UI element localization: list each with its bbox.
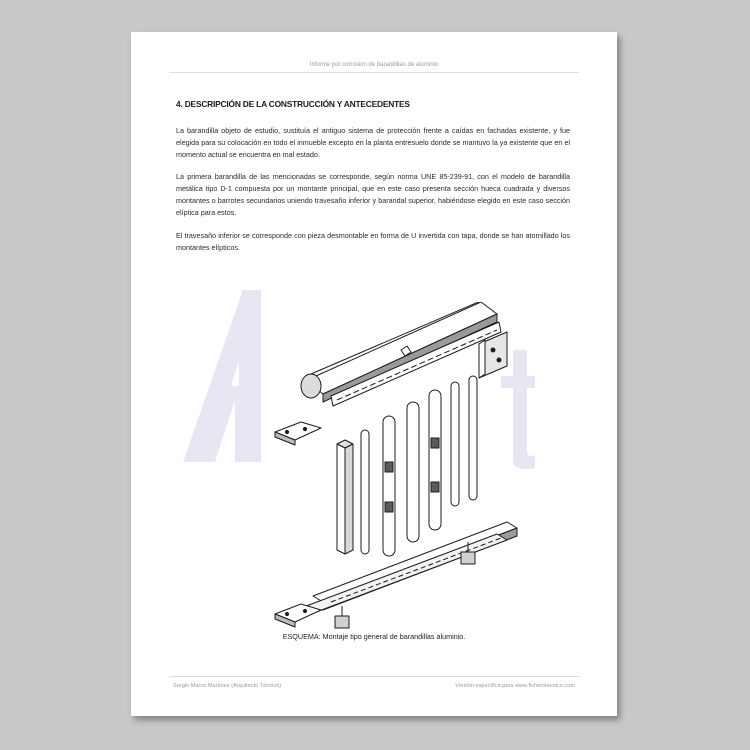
- footer-version: Versión específica para www.ficherotecnico.com: [455, 683, 575, 689]
- footer-divider: [169, 676, 579, 677]
- document-page: [131, 32, 617, 716]
- lower-angle-plate: [275, 604, 321, 627]
- railing-assembly-diagram: [261, 302, 541, 632]
- footer-author: Sergio Marco Martínez (Arquitecto Técnico): [173, 683, 282, 689]
- header-divider: [169, 72, 579, 73]
- running-header: Informe por corrosión de barandillas de aluminio: [309, 62, 439, 68]
- section-title: 4. DESCRIPCIÓN DE LA CONSTRUCCIÓN Y ANTECEDENTES: [176, 99, 410, 109]
- figure-caption: ESQUEMA: Montaje tipo general de barandillas aluminio.: [282, 632, 466, 641]
- upper-angle-plate: [275, 422, 321, 445]
- paragraph-3: El travesaño inferior se corresponde con pieza desmontable en forma de U invertida con tapa, donde se han atornillado los montantes elípticos.: [176, 231, 570, 252]
- square-post: [337, 440, 353, 554]
- paragraph-1: La barandilla objeto de estudio, sustituía el antiguo sistema de protección frente a caídas en fachadas existente, y fue elegida para su colocación en todo el inmueble excepto en la planta entresuelo donde se mantuvo la ya existente que en el momento actual se encuentra en mal estado.: [176, 126, 570, 159]
- elliptical-balusters: [361, 376, 477, 556]
- paragraph-2: La primera barandilla de las mencionadas se corresponde, según norma UNE 85-239-91, con el modelo de barandilla metálica tipo D-1 compuesta por un montante principal, que en este caso presenta sección hueca cuadrada y diversos montantes o barrotes secundarios uniendo travesaño inferior y barandal superior, habiéndose elegido en este caso sección elíptica para estos.: [176, 172, 570, 217]
